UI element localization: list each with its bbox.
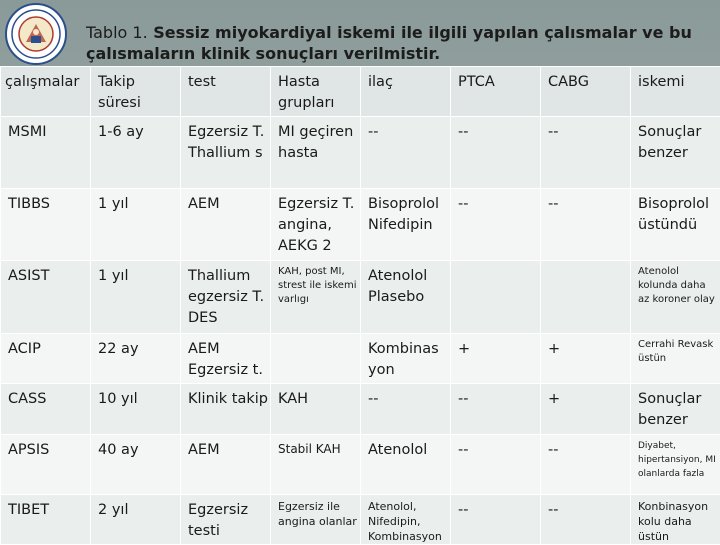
cell-patient-groups: KAH, post MI, strest ile iskemi varlıgı	[271, 261, 361, 334]
header-cell-ptca: PTCA	[451, 67, 541, 117]
cell-followup: 40 ay	[91, 435, 181, 495]
cell-study: MSMI	[1, 117, 91, 189]
cell-ptca	[451, 261, 541, 334]
cell-ischemia: Cerrahi Revask üstün	[631, 334, 720, 384]
cell-test: AEM	[181, 435, 271, 495]
table-row	[1, 189, 720, 261]
cell-ischemia: Sonuçlar benzer	[631, 384, 720, 435]
header-cell-test: test	[181, 67, 271, 117]
title-text: Sessiz miyokardiyal iskemi ile ilgili yapılan çalısmalar ve bu	[148, 23, 692, 42]
cell-ptca: +	[451, 334, 541, 384]
title-text-line2: çalısmaların klinik sonuçları verilmistir.	[86, 44, 440, 63]
slide-title	[86, 22, 706, 64]
cell-ischemia: Sonuçlar benzer	[631, 117, 720, 189]
table-row	[1, 261, 720, 334]
cell-patient-groups: Stabil KAH	[271, 435, 361, 495]
cell-patient-groups: MI geçiren hasta	[271, 117, 361, 189]
cell-study: TIBBS	[1, 189, 91, 261]
cell-cabg: --	[541, 189, 631, 261]
cell-cabg	[541, 261, 631, 334]
cell-followup: 2 yıl	[91, 495, 181, 545]
cell-cabg: --	[541, 435, 631, 495]
cell-patient-groups	[271, 334, 361, 384]
cell-study: CASS	[1, 384, 91, 435]
cell-study: APSIS	[1, 435, 91, 495]
cell-cabg: --	[541, 117, 631, 189]
cell-followup: 1-6 ay	[91, 117, 181, 189]
cell-test: AEM	[181, 189, 271, 261]
cell-test: Egzersiz testi	[181, 495, 271, 545]
table-row	[1, 495, 720, 545]
cell-study: ACIP	[1, 334, 91, 384]
header-cell-followup: Takip süresi	[91, 67, 181, 117]
cell-ptca: --	[451, 189, 541, 261]
cell-ischemia: Konbinasyon kolu daha üstün	[631, 495, 720, 545]
cell-test: Klinik takip	[181, 384, 271, 435]
table-header-row	[1, 67, 720, 117]
table-row	[1, 334, 720, 384]
slide-header	[0, 0, 720, 66]
header-cell-cabg: CABG	[541, 67, 631, 117]
cell-ptca: --	[451, 384, 541, 435]
cell-cabg: --	[541, 495, 631, 545]
cell-followup: 22 ay	[91, 334, 181, 384]
cell-followup: 1 yıl	[91, 261, 181, 334]
cell-test: Thallium egzersiz T. DES	[181, 261, 271, 334]
cell-patient-groups: Egzersiz T. angina, AEKG 2	[271, 189, 361, 261]
cell-patient-groups: Egzersiz ile angina olanlar	[271, 495, 361, 545]
cell-ischemia: Atenolol kolunda daha az koroner olay	[631, 261, 720, 334]
cell-drug: Atenolol	[361, 435, 451, 495]
cell-drug: Kombinas yon	[361, 334, 451, 384]
header-cell-drug: ilaç	[361, 67, 451, 117]
header-cell-patient-groups: Hasta grupları	[271, 67, 361, 117]
cell-followup: 10 yıl	[91, 384, 181, 435]
studies-table	[0, 66, 720, 545]
cell-drug: --	[361, 117, 451, 189]
header-cell-ischemia: iskemi	[631, 67, 720, 117]
table-row	[1, 117, 720, 189]
cell-test: Egzersiz T. Thallium s	[181, 117, 271, 189]
cell-drug: --	[361, 384, 451, 435]
cell-ptca: --	[451, 117, 541, 189]
header-cell-study: çalışmalar	[1, 67, 91, 117]
cell-study: ASIST	[1, 261, 91, 334]
cell-drug: Atenolol Plasebo	[361, 261, 451, 334]
cell-drug: Atenolol, Nifedipin, Kombinasyon	[361, 495, 451, 545]
cell-ischemia: Diyabet, hipertansiyon, MI olanlarda fazla	[631, 435, 720, 495]
cell-study: TIBET	[1, 495, 91, 545]
cell-patient-groups: KAH	[271, 384, 361, 435]
cell-cabg: +	[541, 384, 631, 435]
cell-followup: 1 yıl	[91, 189, 181, 261]
cell-ptca: --	[451, 495, 541, 545]
cell-ischemia: Bisoprolol üstündü	[631, 189, 720, 261]
cell-test: AEM Egzersiz t.	[181, 334, 271, 384]
table-row	[1, 435, 720, 495]
title-label: Tablo 1.	[86, 23, 148, 42]
university-seal-icon	[4, 2, 68, 66]
cell-ptca: --	[451, 435, 541, 495]
cell-cabg: +	[541, 334, 631, 384]
cell-drug: Bisoprolol Nifedipin	[361, 189, 451, 261]
table-row	[1, 384, 720, 435]
